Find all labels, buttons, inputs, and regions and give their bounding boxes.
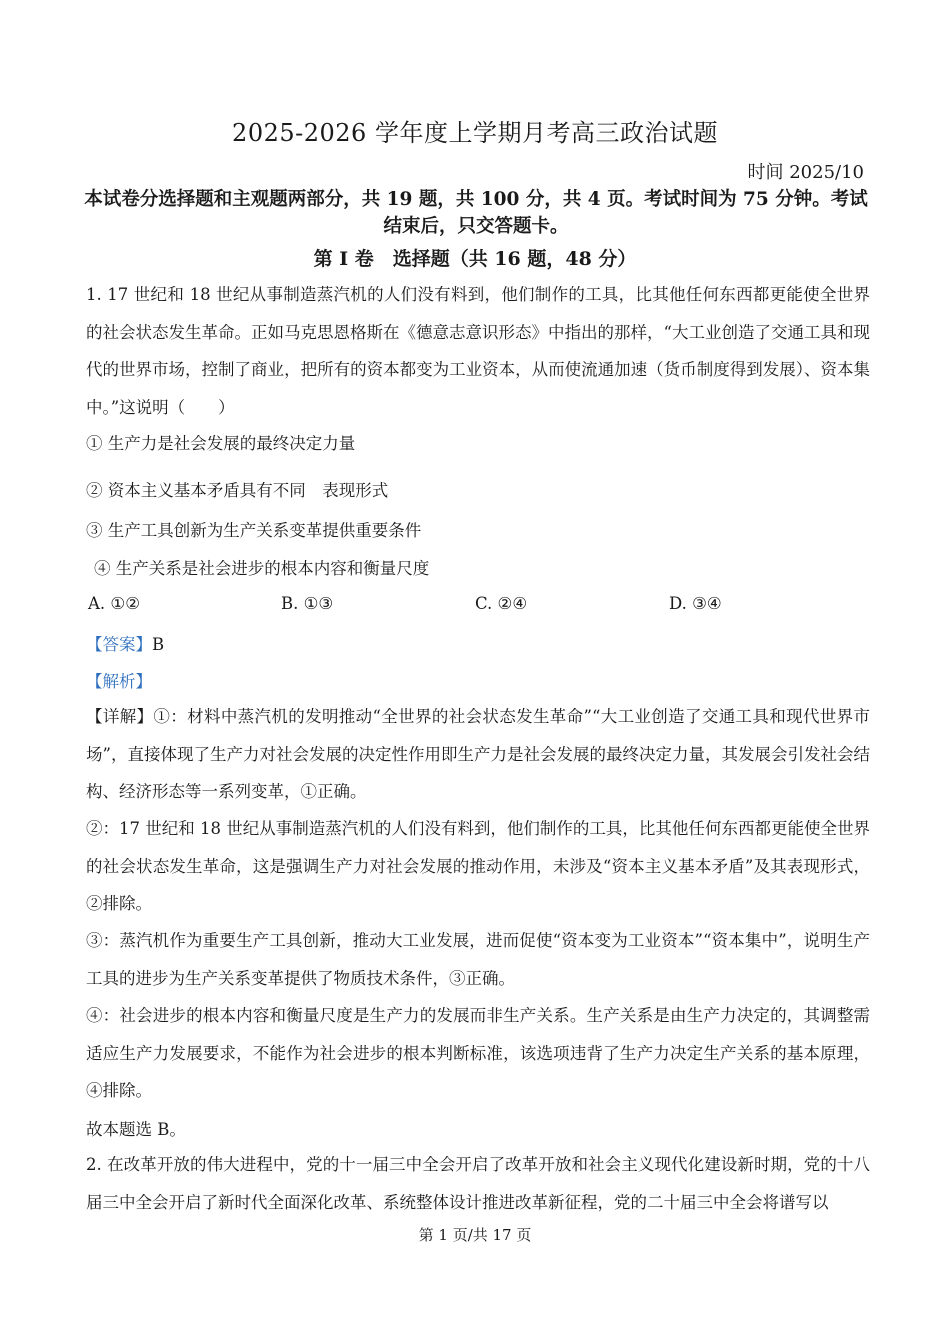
exam-intro: 本试卷分选择题和主观题两部分，共 19 题，共 100 分，共 4 页。考试时间为 75 分钟。考试结束后，只交答题卡。 xyxy=(84,189,868,237)
answer-label: 【答案】 xyxy=(86,635,152,654)
conclusion: 故本题选 B。 xyxy=(86,1120,186,1139)
statement-4: ④ 生产关系是社会进步的根本内容和衡量尺度 xyxy=(94,559,430,578)
statement-2: ② 资本主义基本矛盾具有不同 表现形式 xyxy=(86,481,389,500)
answer-value: B xyxy=(152,635,165,654)
section-heading: 第 I 卷 选择题（共 16 题，48 分） xyxy=(313,248,637,270)
question-1-stem: 1. 17 世纪和 18 世纪从事制造蒸汽机的人们没有料到，他们制作的工具，比其他任何东西都更能使全世界的社会状态发生革命。正如马克思恩格斯在《德意志意识形态》中指出的那样，“大工业创造了交通工具和现代的世界市场，控制了商业，把所有的资本都变为工业资本，从而使流通加速（货币制度得到发展）、资本集中。”这说明（ ） xyxy=(86,285,870,417)
detail-3: ③：蒸汽机作为重要生产工具创新，推动大工业发展，进而促使“资本变为工业资本”“资本集中”，说明生产工具的进步为生产关系变革提供了物质技术条件，③正确。 xyxy=(86,931,870,988)
detail-label: 【详解】 xyxy=(86,707,154,726)
statement-3: ③ 生产工具创新为生产关系变革提供重要条件 xyxy=(86,521,422,540)
page-footer: 第 1 页/共 17 页 xyxy=(418,1226,532,1244)
detail-1-text: ①：材料中蒸汽机的发明推动“全世界的社会状态发生革命”“大工业创造了交通工具和现代世界市场”，直接体现了生产力对社会发展的决定性作用即生产力是社会发展的最终决定力量，其发展会引发社会结构、经济形态等一系列变革，①正确。 xyxy=(86,707,871,801)
answer-line xyxy=(86,631,164,655)
exam-time: 时间 2025/10 xyxy=(747,162,864,183)
option-c: C. ②④ xyxy=(475,594,528,613)
detail-2: ②：17 世纪和 18 世纪从事制造蒸汽机的人们没有料到，他们制作的工具，比其他任何东西都更能使全世界的社会状态发生革命，这是强调生产力对社会发展的推动作用，未涉及“资本主义基本矛盾”及其表现形式，②排除。 xyxy=(86,819,870,913)
option-d: D. ③④ xyxy=(669,594,722,613)
detail-4: ④：社会进步的根本内容和衡量尺度是生产力的发展而非生产关系。生产关系是由生产力决定的，其调整需适应生产力发展要求，不能作为社会进步的根本判断标准，该选项违背了生产力决定生产关系的基本原理，④排除。 xyxy=(86,1006,870,1100)
question-2-stem: 2. 在改革开放的伟大进程中，党的十一届三中全会开启了改革开放和社会主义现代化建设新时期，党的十八届三中全会开启了新时代全面深化改革、系统整体设计推进改革新征程，党的二十届三中全会将谱写以 xyxy=(86,1155,870,1212)
option-b: B. ①③ xyxy=(281,594,334,613)
page-title: 2025-2026 学年度上学期月考高三政治试题 xyxy=(232,119,718,147)
analysis-label: 【解析】 xyxy=(86,672,152,691)
statement-1: ① 生产力是社会发展的最终决定力量 xyxy=(86,434,356,453)
detail-1 xyxy=(86,698,870,811)
option-a: A. ①② xyxy=(88,594,140,613)
